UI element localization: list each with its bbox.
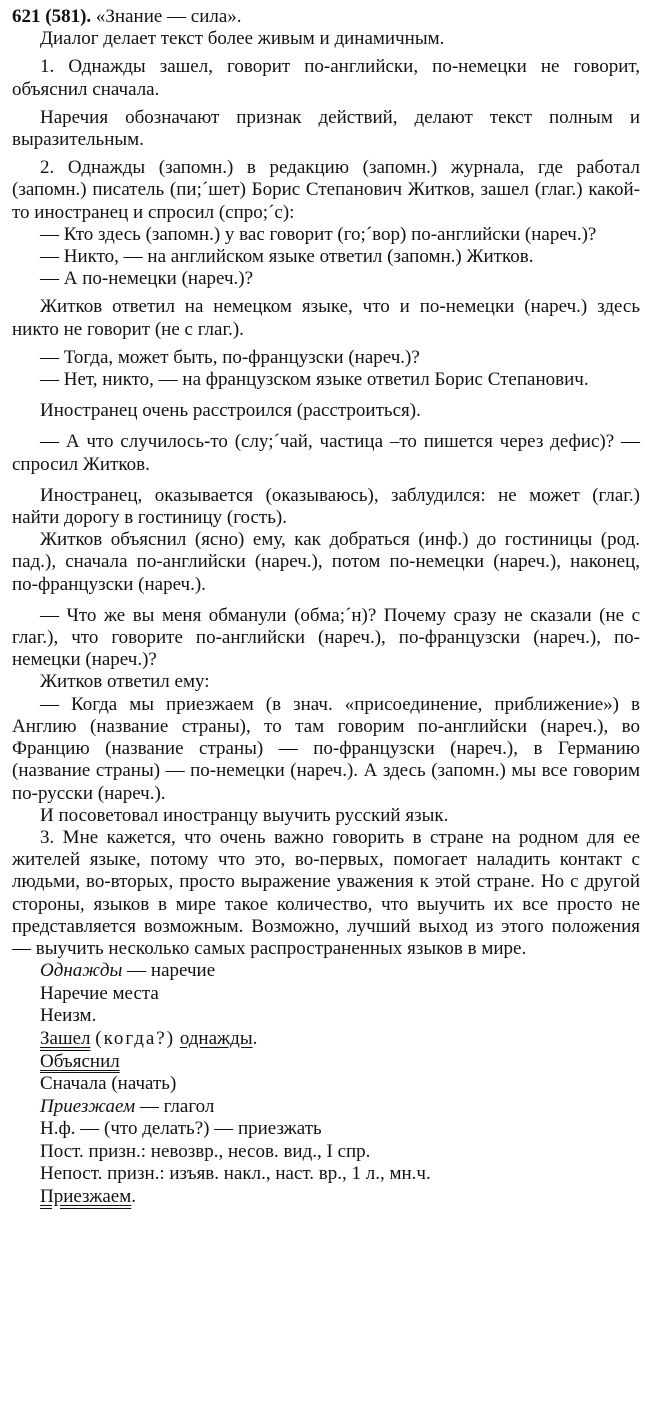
section2-text	[12, 157, 640, 827]
analysis-word-odnazhdy: Однажды	[40, 960, 123, 982]
analysis-line: Приезжаем.	[40, 1186, 136, 1208]
analysis-verb: Зашел	[40, 1027, 91, 1049]
analysis-word-priezzhaem: Приезжаем	[40, 1095, 136, 1117]
analysis-word-priezzhaem-underlined: Приезжаем	[40, 1186, 132, 1208]
section2-para: — Нет, никто, — на французском языке ответил Борис Степанович.	[40, 369, 589, 391]
section3-text: 3. Мне кажется, что очень важно говорить в стране на родном для ее жителей языке, потому что это, во-первых, помогает наладить контакт с людьми, во-вторых, просто выражение уважения к этой стране. Но с другой стороны, языков в мире такое количество, что выучить их все просто не представляется возможным. Возможно, лучший выход из этого положения — выучить несколько самых распространенных языков в мире.	[12, 826, 640, 959]
analysis-question: (когда?)	[95, 1027, 176, 1049]
section2-para: — А что случилось-то (слу;´чай, частица –то пишется через дефис)? — спросил Житков.	[12, 431, 640, 475]
section2-para: Житков ответил ему:	[40, 671, 210, 693]
analysis-line: Неизм.	[40, 1005, 97, 1027]
morphology-analysis	[12, 960, 640, 1209]
section2-para: 2. Однажды (запомн.) в редакцию (запомн.) журнала, где работал (запомн.) писатель (пи;´шет) Борис Степанович Житков, зашел (глаг.) какой-то иностранец и спросил (спро;´с):	[12, 157, 640, 223]
section2-para: — Никто, — на английском языке ответил (запомн.) Житков.	[40, 246, 534, 268]
analysis-line: Непост. призн.: изъяв. накл., наст. вр., 1 л., мн.ч.	[40, 1163, 431, 1185]
analysis-line: Н.ф. — (что делать?) — приезжать	[40, 1118, 322, 1140]
section2-para: — Кто здесь (запомн.) у вас говорит (го;´вор) по-английски (нареч.)?	[40, 223, 597, 245]
section2-para: Житков ответил на немецком языке, что и по-немецки (нареч.) здесь никто не говорит (не с глаг.).	[12, 296, 640, 340]
section2-para: Иностранец, оказывается (оказываюсь), заблудился: не может (глаг.) найти дорогу в гостиницу (гость).	[12, 484, 640, 529]
analysis-line: Сначала (начать)	[40, 1073, 177, 1095]
section2-para: — А по-немецки (нареч.)?	[40, 268, 254, 290]
exercise-title: «Знание — сила».	[95, 6, 242, 27]
section2-para: Иностранец очень расстроился (расстроиться).	[40, 400, 421, 422]
section1-sentence: 1. Однажды зашел, говорит по-английски, по-немецки не говорит, объяснил сначала.	[12, 56, 640, 100]
analysis-line	[12, 1051, 640, 1074]
document-page	[12, 6, 640, 1209]
exercise-heading	[12, 6, 640, 28]
section2-para: И посоветовал иностранцу выучить русский язык.	[40, 804, 449, 826]
analysis-line: Наречие места	[40, 982, 159, 1004]
analysis-line: Однажды — наречие	[40, 960, 216, 982]
exercise-number: 621 (581).	[12, 6, 92, 27]
section2-para: — Тогда, может быть, по-французски (нареч.)?	[40, 346, 420, 368]
section1-comment: Наречия обозначают признак действий, делают текст полным и выразительным.	[12, 106, 640, 151]
analysis-word-obyasnil: Объяснил	[40, 1050, 120, 1072]
analysis-adverb: однажды	[179, 1027, 253, 1049]
intro-sentence: Диалог делает текст более живым и динамичным.	[40, 28, 445, 50]
analysis-line: Приезжаем — глагол	[40, 1095, 215, 1117]
analysis-line: Зашел (когда?) однажды.	[40, 1027, 258, 1049]
analysis-line: Пост. призн.: невозвр., несов. вид., I спр.	[40, 1140, 371, 1162]
section2-para: — Когда мы приезжаем (в знач. «присоединение, приближение») в Англию (название страны), то там говорим по-английски (нареч.), во Францию (название страны) — по-французски (нареч.), в Германию (название страны) — по-немецки (нареч.). А здесь (запомн.) мы все говорим по-русски (нареч.).	[12, 693, 640, 804]
section2-para: — Что же вы меня обманули (обма;´н)? Почему сразу не сказали (не с глаг.), что говорите по-английски (нареч.), по-французски (нареч.), по-немецки (нареч.)?	[12, 604, 640, 671]
section2-para: Житков объяснил (ясно) ему, как добраться (инф.) до гостиницы (род. пад.), сначала по-английски (нареч.), потом по-немецки (нареч.), наконец, по-французски (нареч.).	[12, 529, 640, 595]
